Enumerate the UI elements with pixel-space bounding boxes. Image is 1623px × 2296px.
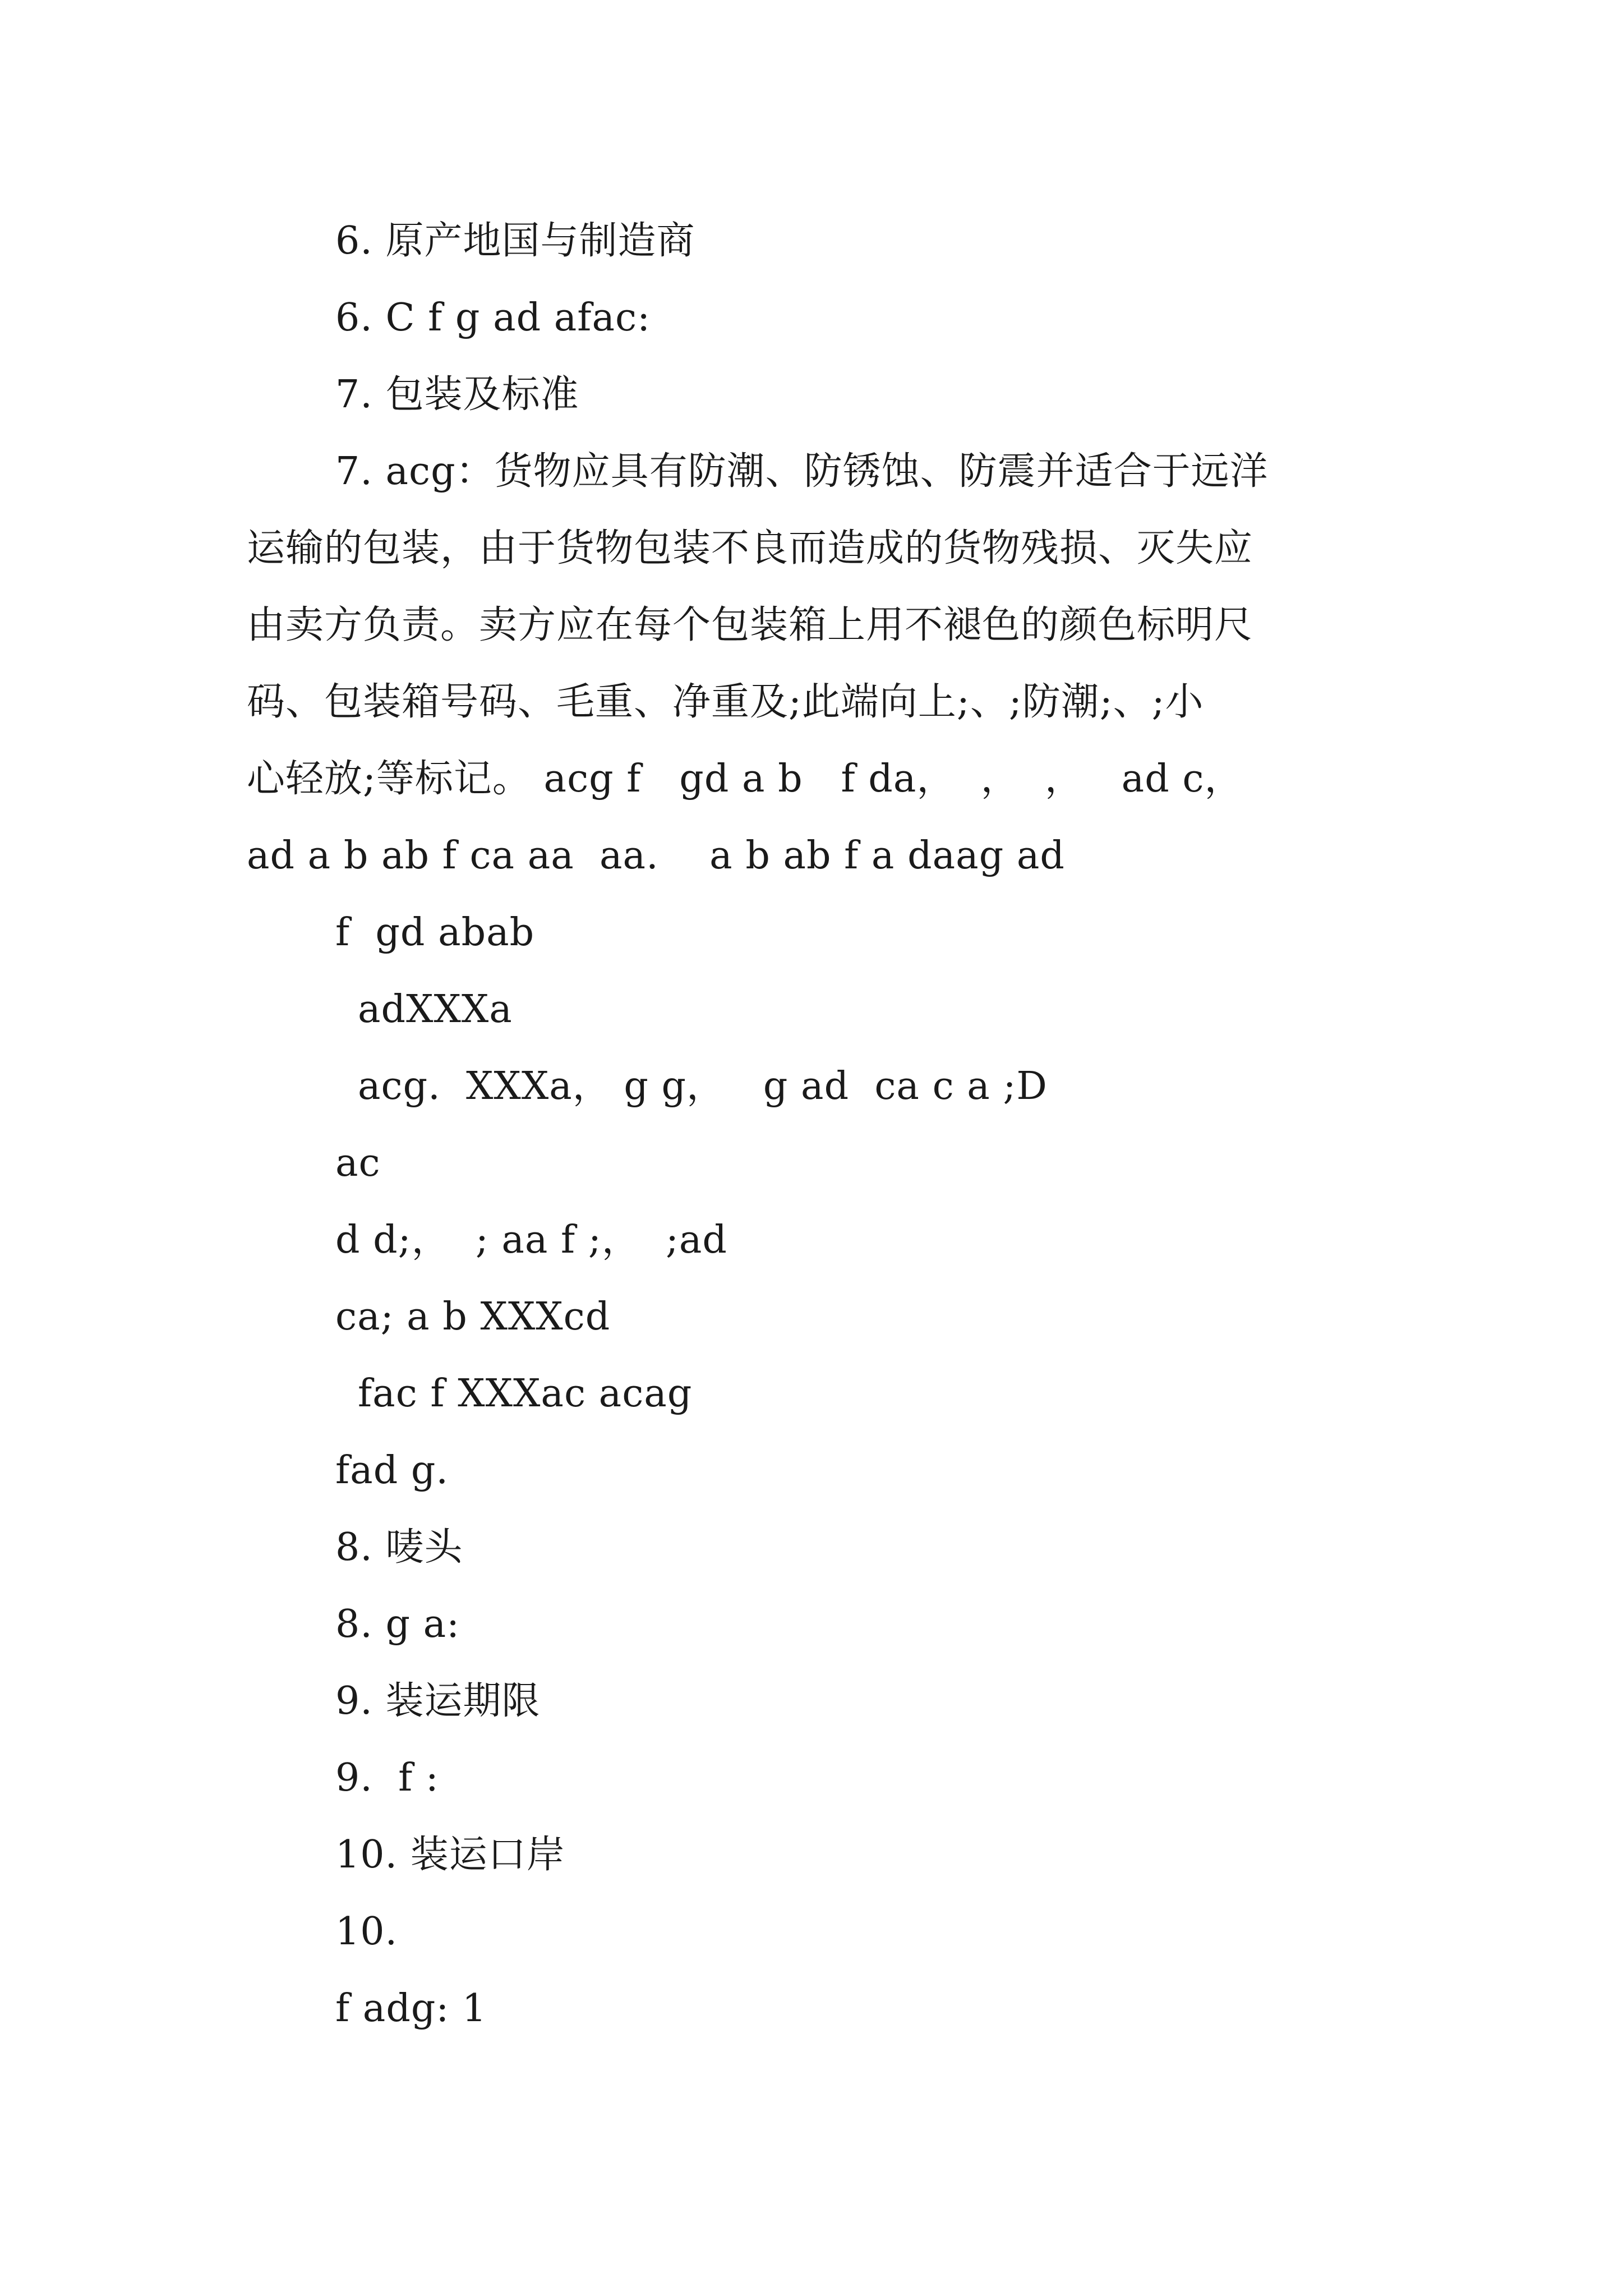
section-8-text: 8. g a: — [335, 1602, 460, 1646]
section-6-text: 6. C f g ad afac: — [335, 296, 651, 340]
section-7-paragraph-line: 7. acg：货物应具有防潮、防锈蚀、防震并适合于远洋 — [335, 449, 1269, 494]
section-10-number: 10. — [335, 1910, 398, 1954]
section-10-heading: 10. 装运口岸 — [335, 1833, 565, 1877]
section-10-text: f adg: 1 — [335, 1986, 487, 2031]
section-7-paragraph-line: ad a b ab f ca aa aa. a b ab f a daag ad — [247, 834, 1065, 878]
section-7-paragraph-line: 运输的包装，由于货物包装不良而造成的货物残损、灭失应 — [247, 526, 1253, 570]
section-7-heading: 7. 包装及标准 — [335, 372, 579, 417]
text-line: fac f XXXac acag — [358, 1372, 693, 1416]
section-8-heading: 8. 唛头 — [335, 1525, 463, 1570]
section-7-paragraph-line: 由卖方负责。卖方应在每个包装箱上用不褪色的颜色标明尺 — [247, 603, 1253, 647]
text-line: ca; a b XXXcd — [335, 1295, 611, 1339]
text-line: d d;， ; aa f ;， ;ad — [335, 1218, 727, 1262]
text-line: adXXXa — [358, 987, 513, 1032]
section-7-paragraph-line: 心轻放;等标记。 acg f gd a b f da， ， ， ad c， — [247, 757, 1243, 801]
section-9-text: 9. f : — [335, 1756, 439, 1800]
text-line: f gd abab — [335, 910, 535, 955]
text-line: ac — [335, 1141, 381, 1185]
text-line: fad g. — [335, 1448, 449, 1493]
section-9-heading: 9. 装运期限 — [335, 1679, 541, 1723]
section-7-paragraph-line: 码、包装箱号码、毛重、净重及;此端向上;、;防潮;、;小 — [247, 680, 1204, 724]
section-6-heading: 6. 原产地国与制造商 — [335, 219, 695, 263]
text-line: acg. XXXa， g g， g ad ca c a ;D — [358, 1064, 1048, 1108]
